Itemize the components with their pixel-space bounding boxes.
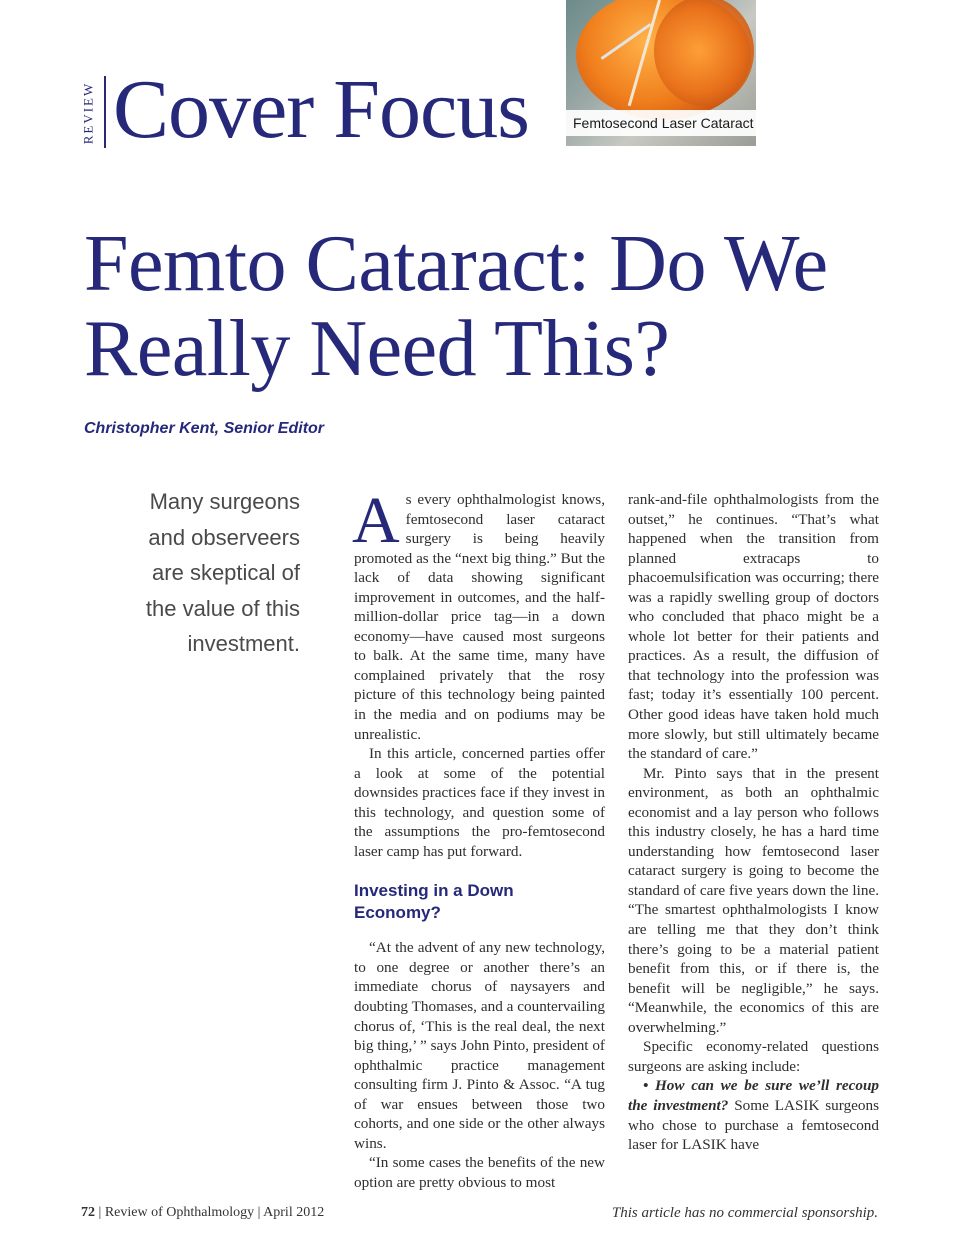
article-title: Femto Cataract: Do We Really Need This? [84,220,828,393]
section-tag [74,78,102,148]
paragraph: “In some cases the benefits of the new option are pretty obvious to most [354,1154,605,1191]
paragraph: “At the advent of any new technology, to one degree or another there’s an immediate chorus of naysayers and doubting Thomases, and a countervailing chorus of, ‘This is the real deal, the next big thing,’ ” says John Pinto, president of ophthalmic practice management consulting firm J. Pinto & Assoc. “A tug of war ensues between those two cohorts, and one side or the other always wins. [354,939,605,1152]
image-caption: Femtosecond Laser Cataract [566,110,756,136]
article-column-2 [628,490,879,1155]
byline: Christopher Kent, Senior Editor [84,420,325,437]
article-column-1 [352,484,605,1193]
page-folio: 72 | Review of Ophthalmology | April 2012 [81,1205,325,1220]
paragraph-intro-text: s every ophthalmologist knows, femtosecond laser cataract surgery is being heavily promoted as the “next big thing.” But the lack of data showing significant improvement in outcomes, and the half-million-dollar price tag—in a down economy—have caused most surgeons to balk. At the same time, many have complained privately that the rosy picture of this technology being painted in the media and on podiums may be unrealistic. [354,491,605,743]
sponsorship-note: This article has no commercial sponsorship. [611,1205,878,1221]
paragraph: rank-and-file ophthalmologists from the outset,” he continues. “That’s what happened when the transition from planned extracaps to phacoemulsification was occurring; there was a rapidly swelling group of doctors who concluded that phaco might be a whole lot better for their patients and practices. As a result, the diffusion of that technology into the profession was fast; today it’s essentially 100 percent. Other good ideas have taken hold much more slowly, but still ultimately became the standard of care.” [628,491,879,763]
section-divider [104,76,106,148]
issue-date: April 2012 [263,1205,325,1220]
bullet-item [628,1076,879,1154]
paragraph-intro [352,484,605,744]
subheading: Investing in a Down Economy? [354,881,514,923]
section-tag-label: REVIEW [80,81,96,145]
paragraph: In this article, concerned parties offer a look at some of the potential downsides practices face if they invest in this technology, and question some of the assumptions the pro-femtosecond laser camp has put forward. [354,745,605,860]
section-title: Cover Focus [113,63,529,156]
drop-cap: A [352,484,400,557]
bullet-text: Some LASIK surgeons who chose to purchase a femtosecond laser for LASIK have [628,1096,879,1154]
paragraph: Mr. Pinto says that in the present environment, as both an ophthalmic economist and a lay person who follows this industry closely, he has a hard time understanding how femtosecond laser cataract surgery is going to become the standard of care five years down the line. “The smartest ophthalmologists I know are telling me that they don’t think there’s going to be a material patient benefit from this, or if there is, the benefit will be negligible,” he says. “Meanwhile, the economics of this are overwhelming.” [628,764,879,1036]
paragraph: Specific economy-related questions surgeons are asking include: [628,1038,879,1075]
publication-name: Review of Ophthalmology [104,1205,255,1220]
page-number: 72 [81,1205,95,1220]
pull-quote: Many surgeons and observeers are skeptical of the value of this investment. [145,489,300,656]
bullet-question: • How can we be sure we’ll recoup the investment? [628,1077,879,1114]
lens-highlight-graphic [654,0,754,106]
